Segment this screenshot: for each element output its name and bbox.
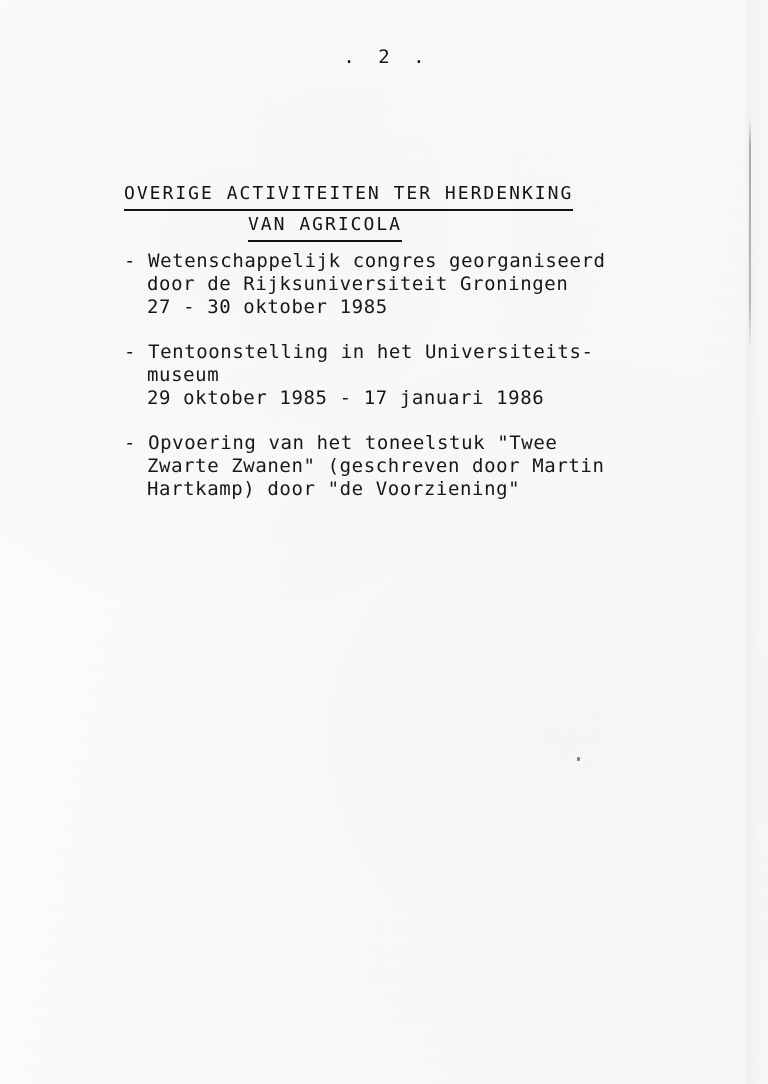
list-item-line: Zwarte Zwanen" (geschreven door Martin xyxy=(147,455,605,477)
page-edge-shadow xyxy=(744,0,768,1084)
list-item-line: - Opvoering van het toneelstuk "Twee xyxy=(124,432,558,454)
list-item-line: 27 - 30 oktober 1985 xyxy=(147,296,388,318)
ink-speck-artifact xyxy=(577,757,580,761)
heading-line-1 xyxy=(124,180,644,211)
heading-line-2 xyxy=(124,211,644,242)
list-item xyxy=(124,341,664,410)
list-item xyxy=(124,250,664,319)
heading-line-2-text: VAN AGRICOLA xyxy=(248,211,402,242)
activities-list xyxy=(124,250,664,501)
list-item-line: 29 oktober 1985 - 17 januari 1986 xyxy=(147,387,545,409)
list-item xyxy=(124,432,664,501)
page-edge-line xyxy=(749,118,751,350)
list-item-line: museum xyxy=(147,364,220,386)
list-item-line: - Wetenschappelijk congres georganiseerd xyxy=(124,250,606,272)
document-heading xyxy=(124,180,644,242)
list-item-line: - Tentoonstelling in het Universiteits- xyxy=(124,341,594,363)
heading-line-1-text: OVERIGE ACTIVITEITEN TER HERDENKING xyxy=(124,180,573,211)
list-item-line: door de Rijksuniversiteit Groningen xyxy=(147,273,569,295)
page-number: . 2 . xyxy=(343,46,431,68)
list-item-line: Hartkamp) door "de Voorziening" xyxy=(147,478,521,500)
